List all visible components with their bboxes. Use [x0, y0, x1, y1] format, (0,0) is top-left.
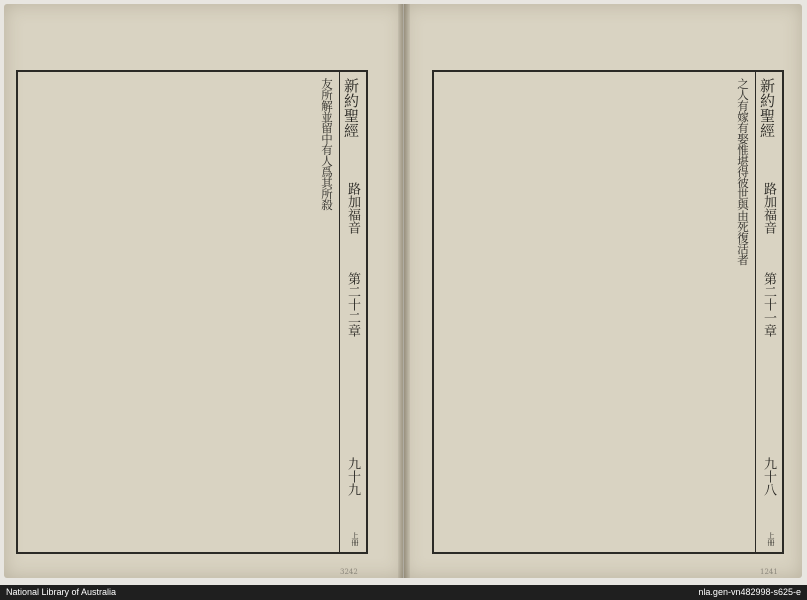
left-pencil-mark: 3242: [340, 568, 358, 576]
right-header-title: 新約聖經: [758, 78, 776, 138]
left-header-volume: 上冊: [351, 532, 359, 546]
library-name: National Library of Australia: [6, 587, 117, 597]
right-running-header: [755, 72, 782, 552]
book-gutter: [398, 4, 410, 578]
left-header-chapter: 第二十二章: [345, 272, 360, 337]
right-body-text: [442, 78, 748, 546]
right-pencil-mark: 1241: [760, 568, 778, 576]
left-text-frame: [16, 70, 368, 554]
library-footer-bar: [0, 585, 807, 600]
right-header-book: 路加福音: [761, 182, 776, 234]
right-header-chapter: 第二十一章: [761, 272, 776, 337]
record-identifier: nla.gen-vn482998-s625-e: [698, 587, 801, 597]
left-body-text: [26, 78, 332, 546]
right-top-notes: [482, 10, 742, 68]
left-top-notes: [60, 10, 320, 68]
left-text-column: 友所解並留中有人爲其所殺: [320, 78, 334, 210]
left-header-title: 新約聖經: [342, 78, 360, 138]
left-header-page-number: 九十九: [345, 457, 360, 496]
right-header-volume: 上冊: [767, 532, 775, 546]
left-header-book: 路加福音: [345, 182, 360, 234]
right-text-frame: [432, 70, 784, 554]
right-header-page-number: 九十八: [761, 457, 776, 496]
left-running-header: [339, 72, 366, 552]
right-text-column: 之人有嫁有娶惟堪得彼世與由死復活者: [736, 78, 750, 265]
